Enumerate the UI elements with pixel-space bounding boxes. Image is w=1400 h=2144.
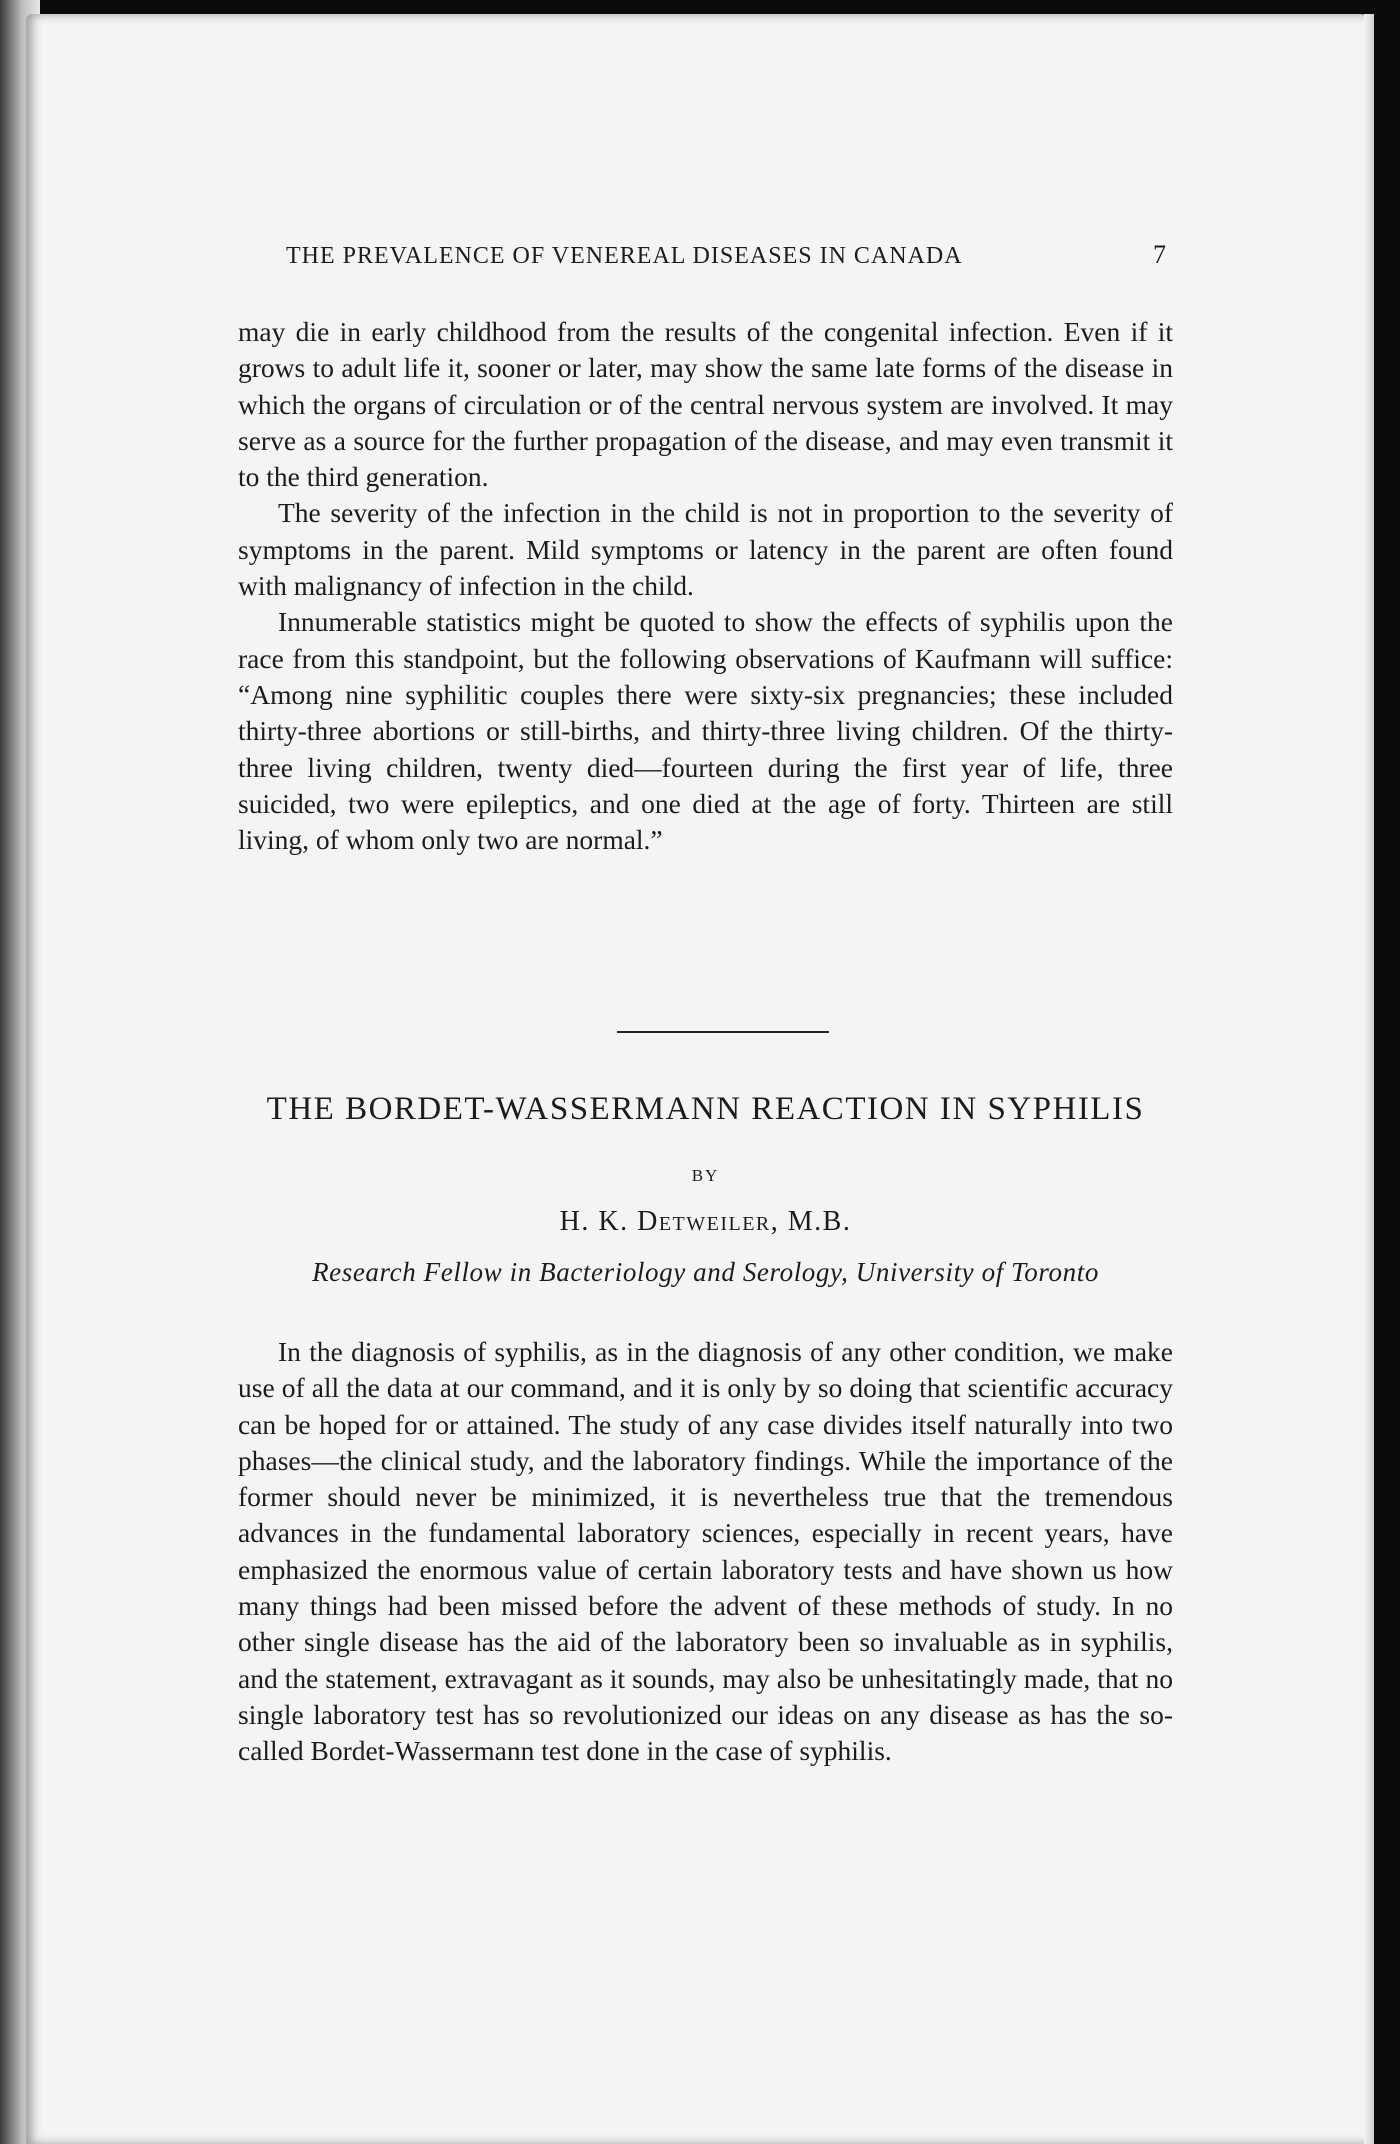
paragraph: may die in early childhood from the results of the congenital infection. Even if it grows to adult life it, sooner or later, may show the same late forms of the disease in which the organs of circulation or of the central nervous system are involved. It may serve as a source for the further propagation of the disease, and may even transmit it to the third generation.: [238, 316, 1173, 493]
page-edge-shadow: [1364, 14, 1374, 2144]
section-divider-rule: [617, 1031, 829, 1033]
author-surname: Detweiler: [637, 1206, 771, 1237]
paragraph: In the diagnosis of syphilis, as in the diagnosis of any other condition, we make use of all the data at our command, and it is only by so doing that scientific accuracy can be hoped for or attained. The study of any case divides itself naturally into two phases—the clinical study, and the laboratory findings. While the importance of the former should never be minimized, it is nevertheless true that the tremendous advances in the fundamental laboratory sciences, especially in recent years, have emphasized the enormous value of certain laboratory tests and have shown us how many things had been missed before the advent of these methods of study. In no other single disease has the aid of the laboratory been so invaluable as in syphilis, and the statement, extravagant as it sounds, may also be unhesitatingly made, that no single laboratory test has so revolutionized our ideas on any disease as has the so-called Bordet-Wassermann test done in the case of syphilis.: [238, 1336, 1173, 1767]
paragraph: Innumerable statistics might be quoted to show the effects of syphilis upon the race from this standpoint, but the following observations of Kaufmann will suffice: “Among nine syphilitic couples there were sixty-six pregnancies; these included thirty-three abortions or still-births, and thirty-three living children. Of the thirty-three living children, twenty died—fourteen during the first year of life, three suicided, two were epileptics, and one died at the age of forty. Thirteen are still living, of whom only two are normal.”: [238, 606, 1173, 856]
byline: BY: [691, 1166, 720, 1185]
article-title: THE BORDET-WASSERMANN REACTION IN SYPHILIS: [266, 1091, 1145, 1127]
author-prefix: H. K.: [559, 1206, 638, 1237]
paragraph: The severity of the infection in the child is not in proportion to the severity of symptoms in the parent. Mild symptoms or latency in the parent are often found with malignancy of infection in the child.: [238, 497, 1173, 602]
author-affiliation: Research Fellow in Bacteriology and Serology, University of Toronto: [312, 1257, 1099, 1287]
running-head-title: THE PREVALENCE OF VENEREAL DISEASES IN CANADA: [286, 243, 963, 269]
author-suffix: , M.B.: [770, 1206, 852, 1237]
author-name: [238, 1206, 1173, 1238]
running-head: [238, 240, 1173, 270]
section-continued-text: [238, 314, 1173, 858]
page-number: 7: [1153, 240, 1167, 269]
article-body: [238, 1334, 1173, 1770]
book-page: [26, 14, 1374, 2144]
